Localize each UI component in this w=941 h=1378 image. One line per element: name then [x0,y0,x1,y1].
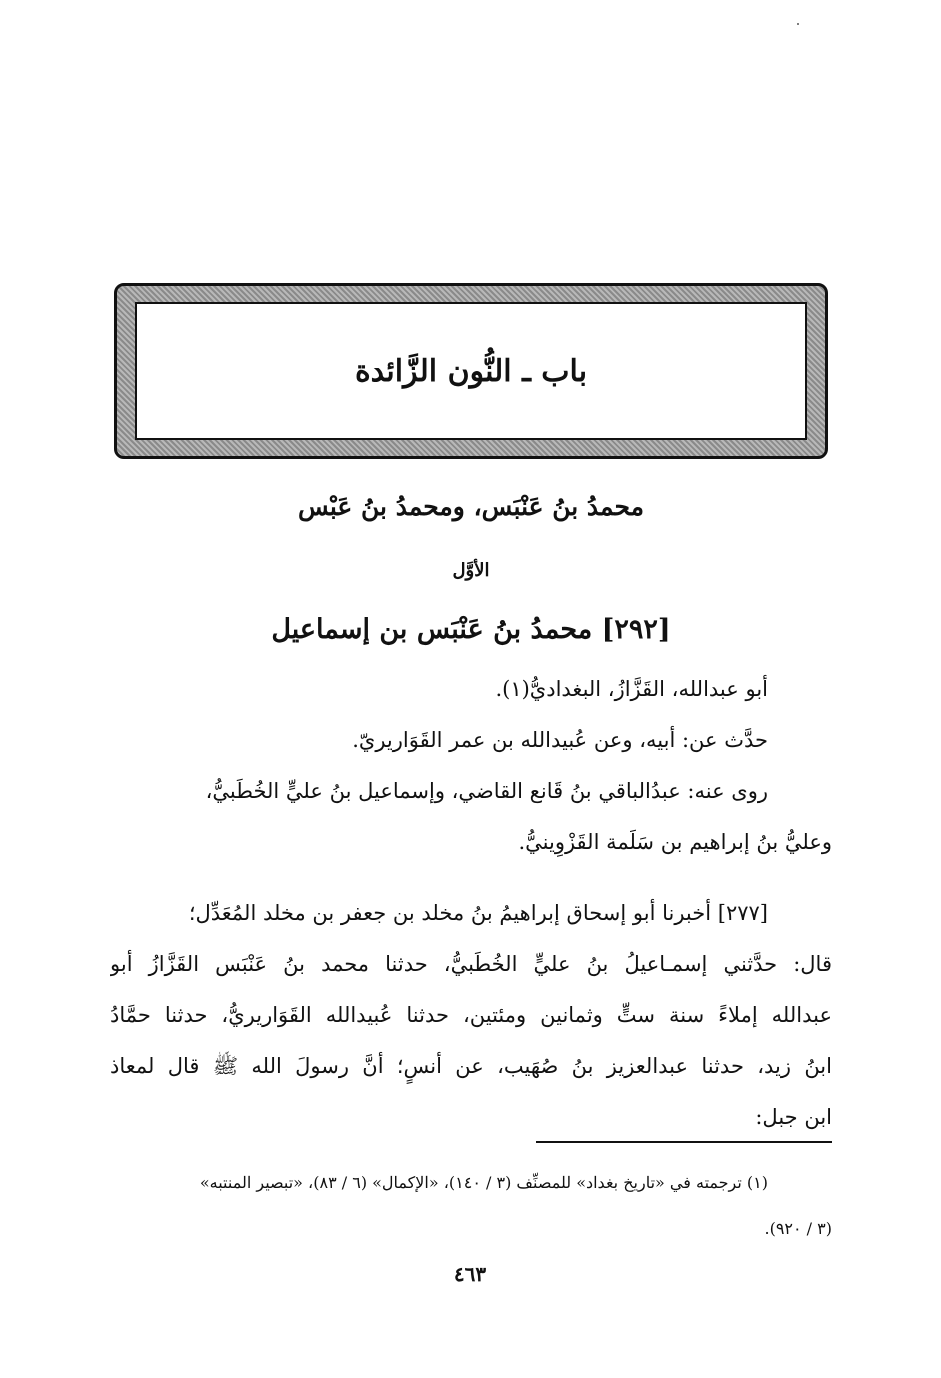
hadith-line-1: [٢٧٧] أخبرنا أبو إسحاق إبراهيمُ بنُ مخلد بن جعفر بن مخلد المُعَدِّل؛ [188,901,768,925]
narrated-from-line: حدَّث عن: أبيه، وعن عُبيدالله بن عمر القَوَاريريّ. [352,728,768,752]
hadith-line-4: ابنُ زيد، حدثنا عبدالعزيز بنُ صُهَيب، عن أنسٍ؛ أنَّ رسولَ الله ﷺ قال لمعاذ [110,1054,832,1078]
narrated-by-line-1: روى عنه: عبدُالباقي بنُ قَانع القاضي، وإسماعيل بنُ عليٍّ الخُطَبيُّ، [205,779,768,803]
page-number: ٤٦٣ [453,1262,487,1286]
hadith-line-2: قال: حدَّثني إسمـاعيلُ بنُ عليٍّ الخُطَبيُّ، حدثنا محمد بنُ عَنْبَس القَزَّازُ أبو [110,952,832,976]
footnote [110,1160,832,1252]
entry-body [110,664,832,868]
chapter-frame [114,283,828,459]
footnote-line-2: (٣ / ٩٢٠). [764,1219,832,1238]
entry-title: [٢٩٢] محمدُ بنُ عَنْبَس بن إسماعيل [271,614,671,645]
chapter-frame-inner [135,302,807,440]
scan-speck [797,23,799,25]
footnote-line-1: (١) ترجمته في «تاريخ بغداد» للمصنِّف (٣ / ١٤٠)، «الإكمال» (٦ / ٨٣)، «تبصير المنتبه» [199,1173,768,1192]
hadith-line-3: عبدالله إملاءً سنة ستٍّ وثمانين ومئتين، حدثنا عُبيدالله القَوَاريريُّ، حدثنا حمَّادُ [110,1003,832,1027]
sub-title: الأوَّل [452,560,490,581]
hadith-text [110,888,832,1143]
footnote-separator [536,1141,832,1143]
hadith-line-5: ابن جبل: [755,1105,832,1129]
kunya-line: أبو عبدالله، القَزَّازُ، البغداديُّ(١). [495,677,768,701]
chapter-title: باب ـ النُّون الزَّائدة [354,353,588,389]
narrated-by-line-2: وعليُّ بنُ إبراهيم بن سَلَمة القَزْوِينيُّ. [518,830,832,854]
section-title: محمدُ بنُ عَنْبَس، ومحمدُ بنُ عَبْس [297,492,645,521]
